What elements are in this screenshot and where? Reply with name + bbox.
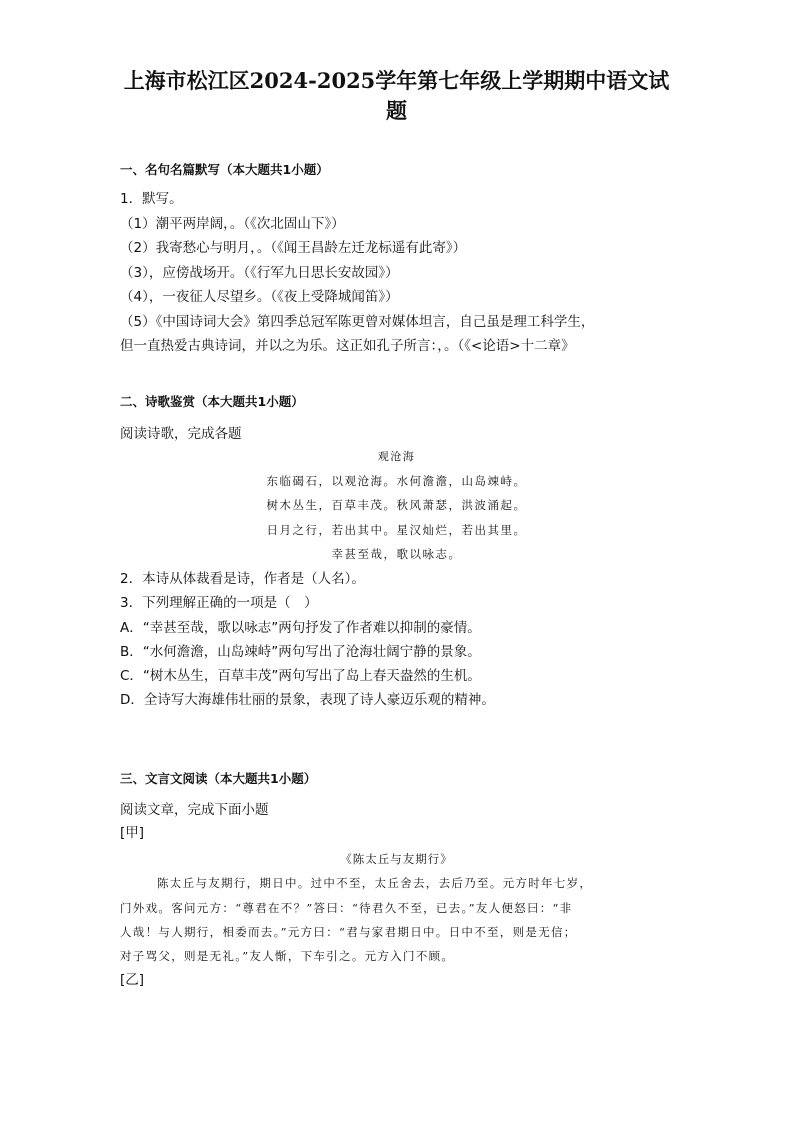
passage-title: 《陈太丘与友期行》 — [340, 852, 453, 866]
passage-line: 陈太丘与友期行，期日中。过中不至，太丘舍去，去后乃至。元方时年七岁， — [157, 876, 593, 890]
section-2-intro: 阅读诗歌，完成各题 — [120, 426, 242, 442]
question-1-item: （3），应傍战场开。（《行军九日思长安故园》） — [120, 265, 399, 281]
question-3-option-d: D．全诗写大海雄伟壮丽的景象，表现了诗人豪迈乐观的精神。 — [120, 692, 495, 708]
question-3-option-c: C．“树木丛生，百草丰茂”两句写出了岛上春天盎然的生机。 — [120, 668, 481, 684]
question-1-item: 但一直热爱古典诗词，并以之为乐。这正如孔子所言：，。（《<论语>十二章》 — [120, 338, 575, 354]
passage-line: 对子骂父，则是无礼。”友人惭，下车引之。元方入门不顾。 — [120, 949, 455, 963]
question-1-item: （2）我寄愁心与明月，。（《闻王昌龄左迁龙标遥有此寄》） — [120, 240, 467, 256]
passage-line: 门外戏。客问元方：“尊君在不？”答曰：“待君久不至，已去。”友人便怒曰：“非 — [120, 901, 573, 915]
poem-title: 观沧海 — [377, 450, 416, 463]
section-1-heading: 一、名句名篇默写（本大题共1小题） — [120, 162, 329, 177]
question-1-item: （5）《中国诗词大会》第四季总冠军陈更曾对媒体坦言，自己虽是理工科学生， — [120, 314, 595, 330]
question-3: 3．下列理解正确的一项是（ ） — [120, 595, 318, 611]
section-3-heading: 三、文言文阅读（本大题共1小题） — [120, 771, 317, 786]
document-title-line-2: 题 — [386, 98, 407, 123]
passage-line: 人哉！与人期行，相委而去。”元方曰：“君与家君期日中。日中不至，则是无信； — [120, 925, 577, 939]
document-title-line-1: 上海市松江区2024-2025学年第七年级上学期期中语文试 — [123, 68, 670, 93]
question-3-option-a: A．“幸甚至哉，歌以咏志”两句抒发了作者难以抑制的豪情。 — [120, 620, 481, 636]
question-1-item: （4），一夜征人尽望乡。（《夜上受降城闻笛》） — [120, 289, 399, 305]
passage-label-yi: [乙] — [120, 972, 145, 988]
section-2-heading: 二、诗歌鉴赏（本大题共1小题） — [120, 394, 304, 409]
section-3-intro: 阅读文章，完成下面小题 — [120, 802, 269, 818]
question-3-option-b: B．“水何澹澹，山岛竦峙”两句写出了沧海壮阔宁静的景象。 — [120, 644, 481, 660]
passage-label-jia: [甲] — [120, 825, 145, 841]
question-1-intro: 1．默写。 — [120, 191, 183, 207]
poem-line: 日月之行，若出其中。星汉灿烂，若出其里。 — [266, 523, 527, 537]
poem-line: 东临碣石，以观沧海。水何澹澹，山岛竦峙。 — [266, 474, 527, 488]
question-2: 2．本诗从体裁看是诗，作者是（人名）。 — [120, 571, 365, 587]
question-1-item: （1）潮平两岸阔，。（《次北固山下》） — [120, 216, 345, 232]
poem-line: 幸甚至哉，歌以咏志。 — [331, 547, 462, 561]
poem-line: 树木丛生，百草丰茂。秋风萧瑟，洪波涌起。 — [266, 498, 527, 512]
